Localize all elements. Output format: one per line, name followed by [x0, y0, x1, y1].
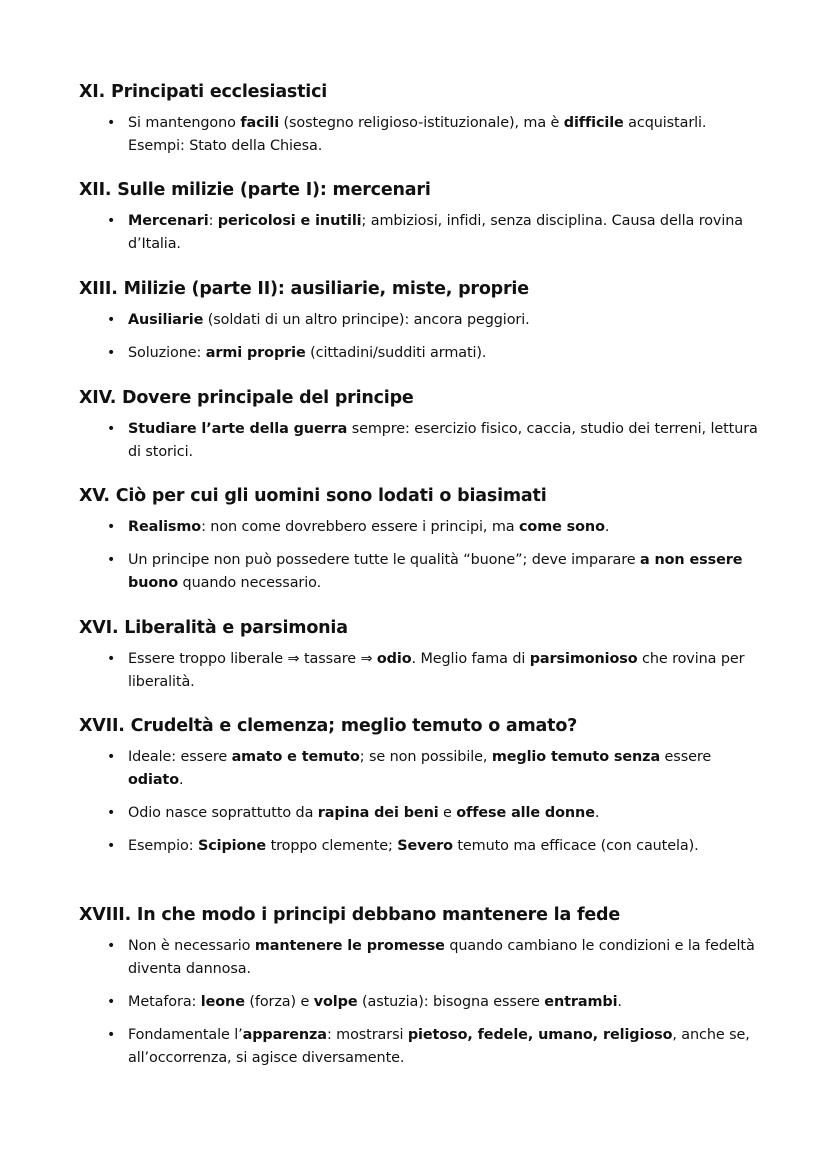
text-segment: temuto ma efficace (con cautela).	[452, 838, 699, 854]
bold-text: apparenza	[242, 1027, 327, 1043]
section-xvii	[79, 715, 759, 858]
section-heading: XIII. Milizie (parte II): ausiliarie, miste, proprie	[79, 279, 529, 299]
bold-text: meglio temuto senza	[491, 749, 661, 765]
bold-text: odiato	[128, 772, 179, 788]
bullet-item	[79, 835, 759, 858]
section-heading: XII. Sulle milizie (parte I): mercenari	[79, 180, 431, 200]
bold-text: difficile	[563, 115, 624, 131]
bullet-item	[79, 991, 759, 1014]
text-segment: : non come dovrebbero essere i principi, ma	[201, 519, 519, 535]
bold-text: Scipione	[197, 838, 267, 854]
bullet-list	[79, 935, 759, 1070]
bold-text: a non essere buono	[128, 552, 743, 591]
section-xv	[79, 485, 759, 595]
bold-text: come sono	[518, 519, 605, 535]
text-segment: : mostrarsi	[326, 1027, 408, 1043]
section-xi	[79, 81, 759, 158]
bold-text: pietoso, fedele, umano, religioso	[407, 1027, 673, 1043]
text-segment: .	[594, 805, 600, 821]
bullet-list	[79, 210, 759, 256]
text-segment: Fondamentale l’	[128, 1027, 243, 1043]
text-segment: . Meglio fama di	[411, 651, 530, 667]
text-segment: .	[617, 994, 622, 1010]
text-segment: ; ambiziosi, infidi, senza disciplina. Causa della rovina d’Italia.	[128, 213, 743, 252]
bold-text: Severo	[397, 838, 453, 854]
bullet-item	[79, 549, 759, 595]
text-segment: Si mantengono	[128, 115, 241, 131]
text-segment: Odio nasce soprattutto da	[128, 805, 318, 821]
text-segment: .	[179, 772, 184, 788]
bullet-list	[79, 309, 759, 365]
bold-text: odio	[376, 651, 412, 667]
bullet-item	[79, 210, 759, 256]
bullet-list	[79, 418, 759, 464]
text-segment: , anche se, all’occorrenza, si agisce diversamente.	[128, 1027, 750, 1066]
text-segment: (soldati di un altro principe): ancora peggiori.	[203, 312, 530, 328]
bold-text: entrambi	[544, 994, 618, 1010]
bold-text: Mercenari	[128, 213, 209, 229]
bullet-item	[79, 516, 759, 539]
text-segment: troppo clemente;	[266, 838, 398, 854]
bullet-item	[79, 648, 759, 694]
text-segment: acquistarli. Esempi: Stato della Chiesa.	[128, 115, 707, 154]
text-segment: (sostegno religioso-istituzionale), ma è	[279, 115, 564, 131]
text-segment: Metafora:	[128, 994, 201, 1010]
text-segment: Non è necessario	[128, 938, 255, 954]
bold-text: offese alle donne	[456, 805, 595, 821]
bold-text: pericolosi e inutili	[217, 213, 362, 229]
section-heading: XIV. Dovere principale del principe	[79, 388, 414, 408]
bullet-list	[79, 516, 759, 595]
text-segment: Soluzione:	[128, 345, 206, 361]
text-segment: (astuzia): bisogna essere	[357, 994, 545, 1010]
bold-text: Ausiliarie	[128, 312, 204, 328]
bullet-item	[79, 935, 759, 981]
bold-text: armi proprie	[205, 345, 306, 361]
bold-text: amato e temuto	[231, 749, 360, 765]
bullet-list	[79, 648, 759, 694]
bold-text: rapina dei beni	[317, 805, 439, 821]
text-segment: che rovina per liberalità.	[128, 651, 745, 690]
section-heading: XV. Ciò per cui gli uomini sono lodati o biasimati	[79, 486, 547, 506]
bullet-item	[79, 1024, 759, 1070]
bullet-list	[79, 746, 759, 858]
section-xvi	[79, 617, 759, 694]
text-segment: (cittadini/sudditi armati).	[305, 345, 487, 361]
bold-text: facili	[240, 115, 280, 131]
section-heading: XVIII. In che modo i principi debbano mantenere la fede	[79, 905, 621, 925]
bold-text: mantenere le promesse	[254, 938, 445, 954]
section-heading: XI. Principati ecclesiastici	[79, 82, 328, 102]
section-xiv	[79, 387, 759, 464]
bold-text: parsimonioso	[529, 651, 638, 667]
section-xiii	[79, 278, 759, 365]
text-segment: quando cambiano le condizioni e la fedeltà diventa dannosa.	[128, 938, 755, 977]
text-segment: :	[208, 213, 218, 229]
bold-text: volpe	[313, 994, 358, 1010]
bullet-item	[79, 309, 759, 332]
text-segment: sempre: esercizio fisico, caccia, studio dei terreni, lettura di storici.	[128, 421, 758, 460]
bullet-item	[79, 802, 759, 825]
text-segment: Ideale: essere	[128, 749, 232, 765]
text-segment: quando necessario.	[178, 575, 322, 591]
text-segment: e	[438, 805, 457, 821]
text-segment: ; se non possibile,	[359, 749, 492, 765]
section-xii	[79, 179, 759, 256]
text-segment: Un principe non può possedere tutte le qualità “buone”; deve imparare	[128, 552, 640, 568]
text-segment: Esempio:	[128, 838, 198, 854]
bold-text: Studiare l’arte della guerra	[128, 421, 348, 437]
text-segment: essere	[660, 749, 712, 765]
text-segment: (forza) e	[244, 994, 314, 1010]
text-segment: .	[604, 519, 610, 535]
bold-text: Realismo	[128, 519, 202, 535]
bullet-item	[79, 746, 759, 792]
bullet-list	[79, 112, 759, 158]
section-xviii	[79, 904, 759, 1070]
text-segment: Essere troppo liberale ⇒ tassare ⇒	[128, 651, 377, 667]
section-heading: XVII. Crudeltà e clemenza; meglio temuto o amato?	[79, 716, 578, 736]
bullet-item	[79, 342, 759, 365]
bullet-item	[79, 112, 759, 158]
bullet-item	[79, 418, 759, 464]
bold-text: leone	[200, 994, 245, 1010]
section-heading: XVI. Liberalità e parsimonia	[79, 618, 348, 638]
